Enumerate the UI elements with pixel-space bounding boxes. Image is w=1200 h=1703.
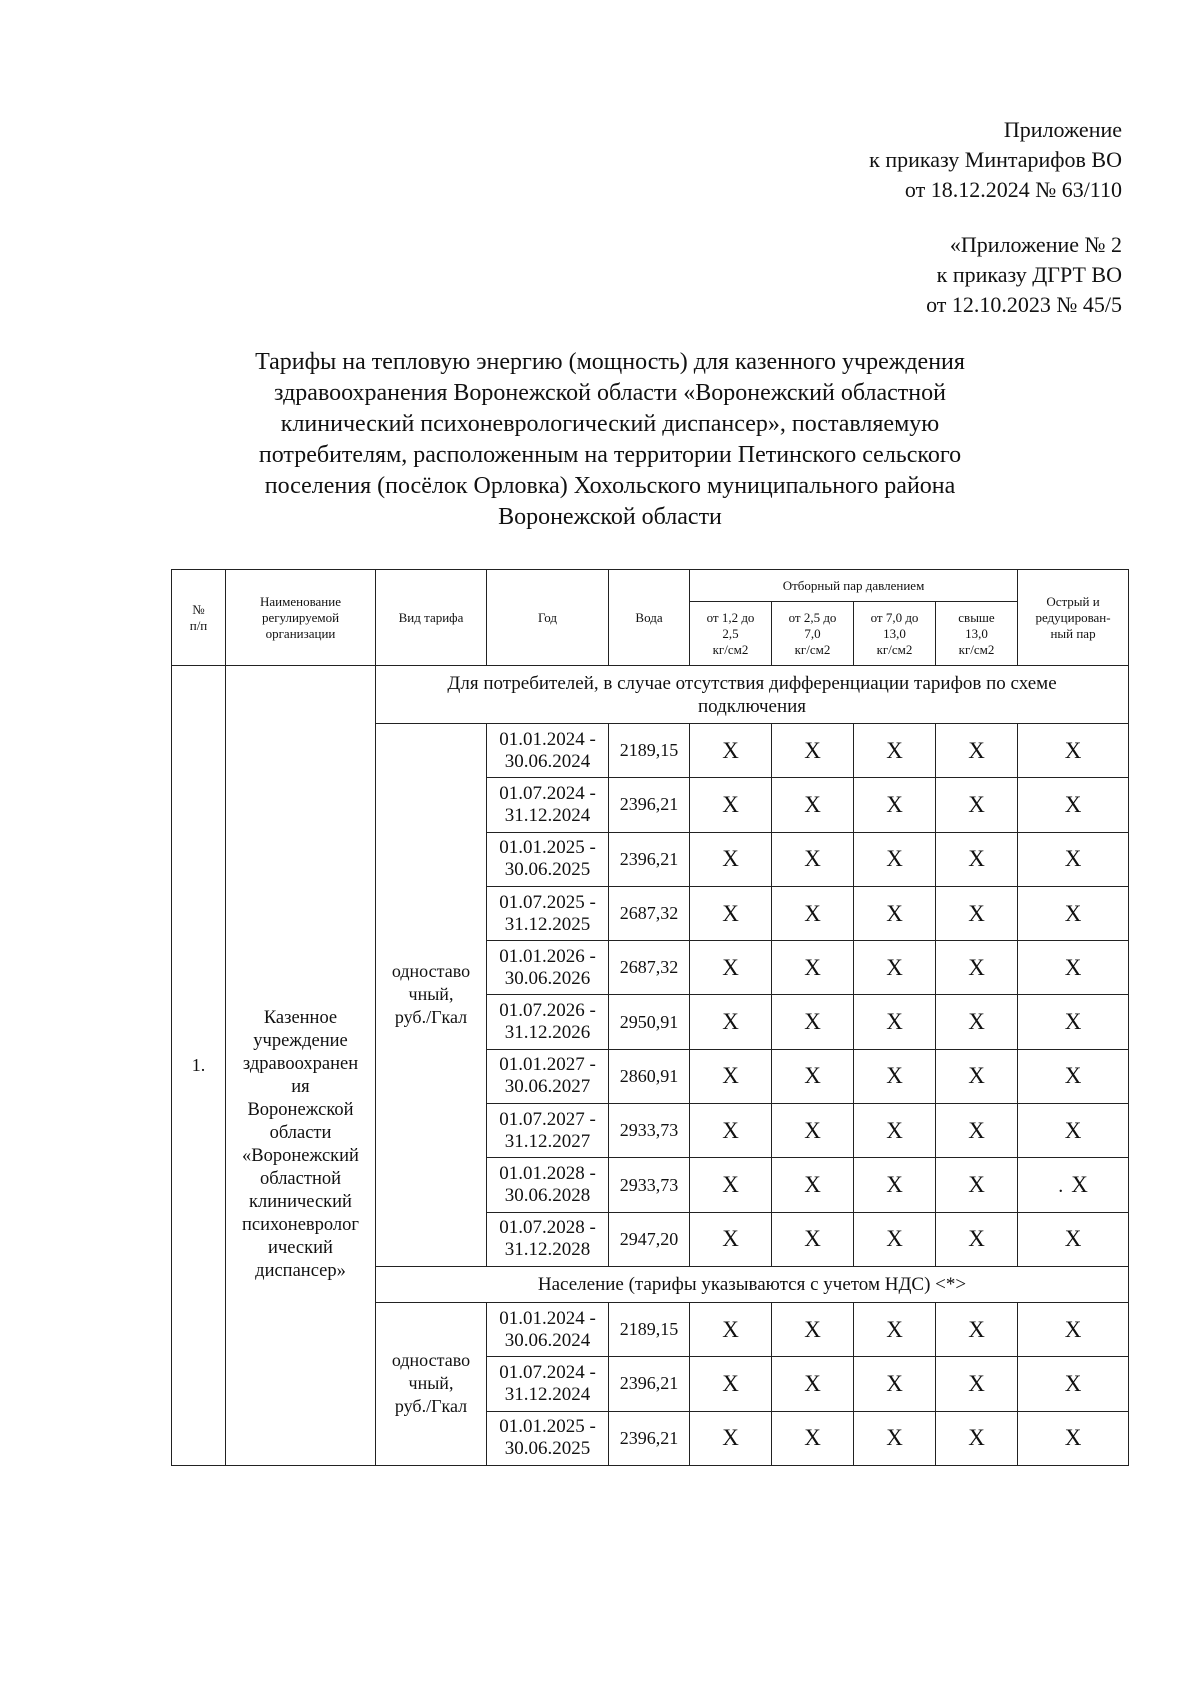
header-line: кг/см2 (712, 641, 749, 657)
organization-name (226, 666, 376, 1466)
cross-mark: X (804, 791, 821, 817)
org-line: области (269, 1123, 332, 1144)
period-line: 01.01.2024 - (499, 1307, 596, 1329)
cross-mark: X (804, 1063, 821, 1089)
cross-mark: X (1064, 737, 1082, 763)
cross-mark: X (1064, 1117, 1082, 1143)
not-applicable-mark (1018, 1357, 1129, 1411)
water-value: 2687,32 (609, 886, 690, 940)
cross-mark: X (722, 1425, 739, 1451)
not-applicable-mark (690, 1357, 772, 1411)
cross-mark: X (886, 1425, 903, 1451)
not-applicable-mark (1018, 1158, 1129, 1212)
water-value: 2933,73 (609, 1104, 690, 1158)
not-applicable-mark (690, 1104, 772, 1158)
appendix-block (869, 115, 1122, 205)
not-applicable-mark (690, 1212, 772, 1266)
cross-mark: X (722, 737, 739, 763)
org-line: ия (291, 1077, 310, 1098)
cross-mark: X (722, 846, 739, 872)
period-cell (487, 724, 609, 778)
header-line: организации (265, 625, 336, 641)
period-line: 01.01.2028 - (499, 1163, 596, 1185)
tariff-type-line: одноставо (391, 961, 471, 982)
cross-mark: X (722, 1063, 739, 1089)
cross-mark: X (886, 954, 903, 980)
not-applicable-mark (854, 724, 936, 778)
cross-mark: X (804, 1117, 821, 1143)
header-line: № (192, 601, 205, 617)
not-applicable-mark (772, 1158, 854, 1212)
period-line: 30.06.2024 (504, 1329, 591, 1351)
cross-mark: X (968, 1316, 985, 1342)
cross-mark: X (1064, 1316, 1082, 1342)
cross-mark: X (968, 1370, 985, 1396)
water-value: 2189,15 (609, 1302, 690, 1356)
period-cell (487, 1104, 609, 1158)
cross-mark: X (968, 1063, 985, 1089)
not-applicable-mark (854, 778, 936, 832)
header-line: кг/см2 (794, 641, 831, 657)
not-applicable-mark (936, 1104, 1018, 1158)
period-line: 01.07.2024 - (499, 782, 596, 804)
title-line: Тарифы на тепловую энергию (мощность) для казенного учреждения (255, 349, 965, 375)
cross-mark: X (722, 954, 739, 980)
cross-mark: X (1064, 900, 1082, 926)
not-applicable-mark (936, 778, 1018, 832)
period-line: 01.01.2027 - (499, 1054, 596, 1076)
header-sharp-steam (1018, 570, 1129, 666)
org-line: здравоохранен (242, 1054, 359, 1075)
cross-mark: X (886, 1063, 903, 1089)
cross-mark: X (722, 900, 739, 926)
not-applicable-mark (772, 1357, 854, 1411)
period-line: 01.07.2024 - (499, 1361, 596, 1383)
period-cell (487, 1212, 609, 1266)
period-line: 01.01.2026 - (499, 945, 596, 967)
not-applicable-mark (772, 1212, 854, 1266)
not-applicable-mark (772, 724, 854, 778)
header-line: от 7,0 до (870, 609, 919, 625)
cross-mark: X (722, 791, 739, 817)
cross-mark: X (804, 954, 821, 980)
not-applicable-mark (1018, 941, 1129, 995)
header-num (172, 570, 226, 666)
appendix-line: от 12.10.2023 № 45/5 (926, 292, 1122, 317)
cross-mark: X (722, 1117, 739, 1143)
header-line: 13,0 (883, 625, 906, 641)
water-value: 2950,91 (609, 995, 690, 1049)
header-line: кг/см2 (876, 641, 913, 657)
header-line: Острый и (1046, 593, 1100, 609)
period-line: 31.12.2025 (504, 913, 591, 935)
not-applicable-mark (690, 1411, 772, 1465)
not-applicable-mark (1018, 1212, 1129, 1266)
cross-mark: X (886, 1172, 903, 1198)
cross-mark: X (886, 791, 903, 817)
not-applicable-mark (690, 1158, 772, 1212)
period-line: 01.07.2027 - (499, 1108, 596, 1130)
header-year: Год (487, 570, 609, 666)
appendix-line: к приказу Минтарифов ВО (869, 147, 1122, 172)
tariff-table (171, 569, 1129, 1466)
period-cell (487, 1158, 609, 1212)
not-applicable-mark (690, 886, 772, 940)
not-applicable-mark (854, 941, 936, 995)
section-title-line: Население (тарифы указываются с учетом НДС) <*> (537, 1273, 967, 1295)
document-title (150, 347, 1070, 533)
not-applicable-mark (936, 724, 1018, 778)
not-applicable-mark (854, 1302, 936, 1356)
water-value: 2933,73 (609, 1158, 690, 1212)
header-line: регулируемой (261, 609, 340, 625)
org-line: психоневролог (242, 1215, 359, 1236)
tariff-type-line: чный, (408, 984, 454, 1005)
cross-mark: X (804, 846, 821, 872)
cross-mark: X (886, 900, 903, 926)
header-org (226, 570, 376, 666)
period-cell (487, 1411, 609, 1465)
not-applicable-mark (1018, 886, 1129, 940)
section-title (376, 666, 1129, 724)
not-applicable-mark (690, 724, 772, 778)
period-line: 31.12.2028 (504, 1239, 591, 1261)
cross-mark: X (886, 846, 903, 872)
period-line: 31.12.2026 (504, 1022, 591, 1044)
cross-mark: X (722, 1226, 739, 1252)
not-applicable-mark (1018, 724, 1129, 778)
cross-mark: X (1064, 1425, 1082, 1451)
not-applicable-mark (690, 778, 772, 832)
cross-mark: X (804, 1370, 821, 1396)
cross-mark: X (886, 1009, 903, 1035)
cross-mark: X (1064, 1226, 1082, 1252)
cross-mark: X (968, 900, 985, 926)
cross-mark: X (804, 1172, 821, 1198)
header-water: Вода (609, 570, 690, 666)
not-applicable-mark (690, 941, 772, 995)
period-cell (487, 1049, 609, 1103)
not-applicable-mark (690, 1049, 772, 1103)
period-line: 30.06.2026 (504, 967, 591, 989)
not-applicable-mark (854, 886, 936, 940)
period-line: 31.12.2024 (504, 804, 591, 826)
header-line: кг/см2 (958, 641, 995, 657)
cross-mark: X (968, 791, 985, 817)
water-value: 2860,91 (609, 1049, 690, 1103)
appendix-line: Приложение (1003, 117, 1122, 142)
not-applicable-mark (690, 832, 772, 886)
tariff-type (376, 1302, 487, 1465)
not-applicable-mark (854, 1158, 936, 1212)
section-row (172, 666, 1129, 724)
not-applicable-mark (854, 995, 936, 1049)
cross-mark: X (886, 1316, 903, 1342)
not-applicable-mark (772, 778, 854, 832)
cross-mark: X (886, 1117, 903, 1143)
header-line: Наименование (260, 593, 341, 609)
tariff-type-line: чный, (408, 1373, 454, 1394)
section-title-line: подключения (697, 695, 807, 717)
org-line: «Воронежский (242, 1146, 359, 1167)
cross-mark: X (804, 900, 821, 926)
water-value: 2396,21 (609, 832, 690, 886)
not-applicable-mark (936, 1357, 1018, 1411)
not-applicable-mark (854, 1357, 936, 1411)
water-value: 2687,32 (609, 941, 690, 995)
appendix-line: к приказу ДГРТ ВО (936, 262, 1122, 287)
not-applicable-mark (1018, 1302, 1129, 1356)
appendix-original-block (926, 230, 1122, 320)
section-title (376, 1266, 1129, 1302)
cross-mark: X (1071, 1172, 1088, 1198)
header-steam-3 (854, 602, 936, 666)
not-applicable-mark (772, 886, 854, 940)
water-value: 2189,15 (609, 724, 690, 778)
not-applicable-mark (936, 886, 1018, 940)
org-line: диспансер» (255, 1261, 346, 1282)
header-line: от 1,2 до (706, 609, 755, 625)
not-applicable-mark (854, 1049, 936, 1103)
cross-mark: X (1064, 1063, 1082, 1089)
period-cell (487, 941, 609, 995)
period-cell (487, 1357, 609, 1411)
water-value: 2396,21 (609, 1357, 690, 1411)
not-applicable-mark (772, 995, 854, 1049)
period-line: 30.06.2025 (504, 859, 591, 881)
appendix-line: от 18.12.2024 № 63/110 (904, 177, 1122, 202)
period-cell (487, 886, 609, 940)
header-line: п/п (189, 617, 208, 633)
not-applicable-mark (936, 941, 1018, 995)
period-line: 01.01.2025 - (499, 837, 596, 859)
title-line: здравоохранения Воронежской области «Воронежский областной (274, 380, 946, 406)
not-applicable-mark (772, 941, 854, 995)
cross-mark: X (722, 1316, 739, 1342)
period-cell (487, 995, 609, 1049)
not-applicable-mark (936, 1212, 1018, 1266)
not-applicable-mark (772, 832, 854, 886)
org-line: Казенное (263, 1008, 338, 1029)
cross-mark: X (722, 1172, 739, 1198)
cross-mark: X (804, 737, 821, 763)
not-applicable-mark (772, 1049, 854, 1103)
period-line: 01.01.2024 - (499, 728, 596, 750)
org-line: клинический (249, 1192, 352, 1213)
cross-mark: X (968, 1009, 985, 1035)
not-applicable-mark (854, 1212, 936, 1266)
period-line: 30.06.2028 (504, 1185, 591, 1207)
not-applicable-mark (1018, 778, 1129, 832)
cross-mark: X (886, 1370, 903, 1396)
not-applicable-mark (772, 1104, 854, 1158)
period-line: 31.12.2024 (504, 1383, 591, 1405)
header-steam-group: Отборный пар давлением (690, 570, 1018, 602)
section-title-line: Для потребителей, в случае отсутствия дифференциации тарифов по схеме (447, 672, 1057, 694)
period-line: 31.12.2027 (504, 1130, 591, 1152)
title-line: потребителям, расположенным на территории Петинского сельского (258, 442, 962, 468)
header-steam-1 (690, 602, 772, 666)
tariff-type-line: одноставо (391, 1350, 471, 1371)
header-line: свыше (958, 609, 995, 625)
not-applicable-mark (854, 1411, 936, 1465)
cross-mark: X (1064, 846, 1082, 872)
appendix-line: «Приложение № 2 (949, 232, 1122, 257)
cross-mark: X (886, 737, 903, 763)
cross-mark: X (968, 1425, 985, 1451)
title-line: поселения (посёлок Орловка) Хохольского муниципального района (264, 473, 956, 499)
cross-mark: X (886, 1226, 903, 1252)
tariff-type (376, 724, 487, 1267)
org-line: ический (268, 1238, 333, 1259)
org-line: учреждение (253, 1031, 348, 1052)
title-line: клинический психоневрологический диспансер», поставляемую (280, 411, 940, 437)
cross-mark: X (1064, 1009, 1082, 1035)
cross-mark: X (804, 1009, 821, 1035)
header-line: ный пар (1050, 625, 1096, 641)
cross-mark: X (968, 737, 985, 763)
cross-mark: X (1064, 1370, 1082, 1396)
header-line: 2,5 (722, 625, 739, 641)
org-line: Воронежской (247, 1100, 354, 1121)
tariff-type-line: руб./Гкал (394, 1396, 468, 1417)
row-number: 1. (172, 666, 226, 1466)
header-line: от 2,5 до (788, 609, 837, 625)
cross-mark: X (968, 1226, 985, 1252)
cross-mark: X (804, 1226, 821, 1252)
cross-mark: X (722, 1370, 739, 1396)
not-applicable-mark (772, 1302, 854, 1356)
cross-mark: X (968, 1172, 985, 1198)
not-applicable-mark (936, 995, 1018, 1049)
not-applicable-mark (936, 1302, 1018, 1356)
water-value: 2396,21 (609, 778, 690, 832)
cross-mark: X (804, 1425, 821, 1451)
not-applicable-mark (1018, 1411, 1129, 1465)
not-applicable-mark (690, 995, 772, 1049)
not-applicable-mark (936, 1049, 1018, 1103)
water-value: 2947,20 (609, 1212, 690, 1266)
period-line: 01.07.2028 - (499, 1217, 596, 1239)
cross-mark: X (722, 1009, 739, 1035)
not-applicable-mark (936, 832, 1018, 886)
not-applicable-mark (772, 1411, 854, 1465)
header-steam-4 (936, 602, 1018, 666)
not-applicable-mark (936, 1411, 1018, 1465)
cross-mark: X (1064, 954, 1082, 980)
header-line: 13,0 (965, 625, 988, 641)
period-line: 01.07.2026 - (499, 1000, 596, 1022)
header-steam-2 (772, 602, 854, 666)
header-line: редуцирован- (1035, 609, 1111, 625)
cross-mark: X (968, 954, 985, 980)
title-line: Воронежской области (498, 504, 722, 530)
cross-mark: X (804, 1316, 821, 1342)
not-applicable-mark (1018, 995, 1129, 1049)
period-line: 01.01.2025 - (499, 1416, 596, 1438)
period-cell (487, 1302, 609, 1356)
org-line: областной (260, 1169, 341, 1190)
cross-mark: X (968, 1117, 985, 1143)
period-cell (487, 832, 609, 886)
not-applicable-mark (1018, 1049, 1129, 1103)
header-tariff-type: Вид тарифа (376, 570, 487, 666)
cross-mark: X (1064, 791, 1082, 817)
cross-mark: X (968, 846, 985, 872)
period-line: 30.06.2027 (504, 1076, 591, 1098)
not-applicable-mark (1018, 832, 1129, 886)
period-line: 30.06.2024 (504, 750, 591, 772)
not-applicable-mark (854, 1104, 936, 1158)
period-cell (487, 778, 609, 832)
period-line: 01.07.2025 - (499, 891, 596, 913)
water-value: 2396,21 (609, 1411, 690, 1465)
not-applicable-mark (936, 1158, 1018, 1212)
not-applicable-mark (690, 1302, 772, 1356)
period-line: 30.06.2025 (504, 1438, 591, 1460)
not-applicable-mark (1018, 1104, 1129, 1158)
not-applicable-mark (854, 832, 936, 886)
tariff-type-line: руб./Гкал (394, 1007, 468, 1028)
stray-mark: . (1058, 1175, 1064, 1198)
header-line: 7,0 (804, 625, 821, 641)
